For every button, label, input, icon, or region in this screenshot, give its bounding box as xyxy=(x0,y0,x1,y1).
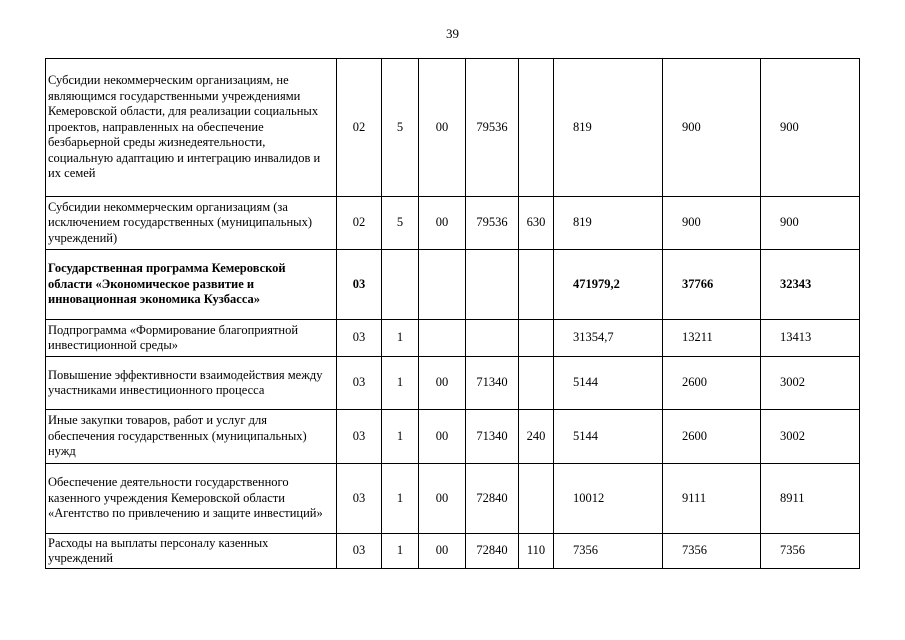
amount-year-3: 7356 xyxy=(761,534,860,569)
code-subprogram: 5 xyxy=(382,59,419,197)
amount-year-2: 900 xyxy=(663,59,761,197)
amount-year-1: 10012 xyxy=(554,464,663,534)
amount-year-3: 32343 xyxy=(761,250,860,320)
code-subprogram: 1 xyxy=(382,410,419,464)
amount-year-1: 819 xyxy=(554,59,663,197)
table-row xyxy=(46,320,860,357)
table-row xyxy=(46,357,860,410)
code-subprogram xyxy=(382,250,419,320)
code-expense-type xyxy=(519,357,554,410)
table-row xyxy=(46,464,860,534)
amount-year-1: 5144 xyxy=(554,357,663,410)
code-section: 00 xyxy=(419,197,466,250)
code-section: 00 xyxy=(419,464,466,534)
code-program: 03 xyxy=(337,320,382,357)
row-name: Иные закупки товаров, работ и услуг для обеспечения государственных (муниципальных) нужд xyxy=(46,410,337,464)
table-row xyxy=(46,534,860,569)
code-program: 02 xyxy=(337,59,382,197)
amount-year-3: 900 xyxy=(761,59,860,197)
amount-year-2: 7356 xyxy=(663,534,761,569)
table-row xyxy=(46,250,860,320)
code-program: 03 xyxy=(337,464,382,534)
budget-table xyxy=(45,58,860,569)
row-name: Субсидии некоммерческим организациям (за исключением государственных (муниципальных) учреждений) xyxy=(46,197,337,250)
code-subprogram: 1 xyxy=(382,534,419,569)
code-program: 03 xyxy=(337,250,382,320)
code-expense-type: 630 xyxy=(519,197,554,250)
code-direction xyxy=(466,250,519,320)
row-name: Субсидии некоммерческим организациям, не являющимся государственными учреждениями Кемеровской области, для реализации социальных проектов, направленных на обеспечение безбарьерной среды жизнедеятельности, социальную адаптацию и интеграцию инвалидов и их семей xyxy=(46,59,337,197)
code-direction xyxy=(466,320,519,357)
code-expense-type xyxy=(519,59,554,197)
row-name: Расходы на выплаты персоналу казенных учреждений xyxy=(46,534,337,569)
amount-year-1: 31354,7 xyxy=(554,320,663,357)
amount-year-2: 2600 xyxy=(663,357,761,410)
code-expense-type xyxy=(519,250,554,320)
code-subprogram: 5 xyxy=(382,197,419,250)
code-section xyxy=(419,250,466,320)
code-program: 03 xyxy=(337,357,382,410)
code-section xyxy=(419,320,466,357)
table-row xyxy=(46,410,860,464)
row-name: Повышение эффективности взаимодействия между участниками инвестиционного процесса xyxy=(46,357,337,410)
amount-year-1: 7356 xyxy=(554,534,663,569)
code-expense-type: 110 xyxy=(519,534,554,569)
row-name: Обеспечение деятельности государственного казенного учреждения Кемеровской области «Агентство по привлечению и защите инвестиций» xyxy=(46,464,337,534)
amount-year-3: 8911 xyxy=(761,464,860,534)
code-section: 00 xyxy=(419,534,466,569)
amount-year-3: 3002 xyxy=(761,357,860,410)
code-program: 02 xyxy=(337,197,382,250)
code-expense-type xyxy=(519,320,554,357)
code-expense-type: 240 xyxy=(519,410,554,464)
amount-year-2: 9111 xyxy=(663,464,761,534)
code-subprogram: 1 xyxy=(382,357,419,410)
code-direction: 79536 xyxy=(466,197,519,250)
table-row xyxy=(46,59,860,197)
code-direction: 71340 xyxy=(466,357,519,410)
page-number: 39 xyxy=(446,26,459,41)
code-program: 03 xyxy=(337,534,382,569)
amount-year-2: 13211 xyxy=(663,320,761,357)
code-direction: 72840 xyxy=(466,464,519,534)
code-direction: 72840 xyxy=(466,534,519,569)
amount-year-2: 37766 xyxy=(663,250,761,320)
amount-year-3: 13413 xyxy=(761,320,860,357)
code-section: 00 xyxy=(419,59,466,197)
amount-year-1: 5144 xyxy=(554,410,663,464)
amount-year-2: 900 xyxy=(663,197,761,250)
code-subprogram: 1 xyxy=(382,464,419,534)
code-section: 00 xyxy=(419,410,466,464)
code-direction: 71340 xyxy=(466,410,519,464)
code-subprogram: 1 xyxy=(382,320,419,357)
amount-year-3: 3002 xyxy=(761,410,860,464)
amount-year-2: 2600 xyxy=(663,410,761,464)
code-program: 03 xyxy=(337,410,382,464)
amount-year-3: 900 xyxy=(761,197,860,250)
code-direction: 79536 xyxy=(466,59,519,197)
row-name: Подпрограмма «Формирование благоприятной инвестиционной среды» xyxy=(46,320,337,357)
row-name: Государственная программа Кемеровской области «Экономическое развитие и инновационная экономика Кузбасса» xyxy=(46,250,337,320)
table-row xyxy=(46,197,860,250)
amount-year-1: 819 xyxy=(554,197,663,250)
code-section: 00 xyxy=(419,357,466,410)
code-expense-type xyxy=(519,464,554,534)
amount-year-1: 471979,2 xyxy=(554,250,663,320)
